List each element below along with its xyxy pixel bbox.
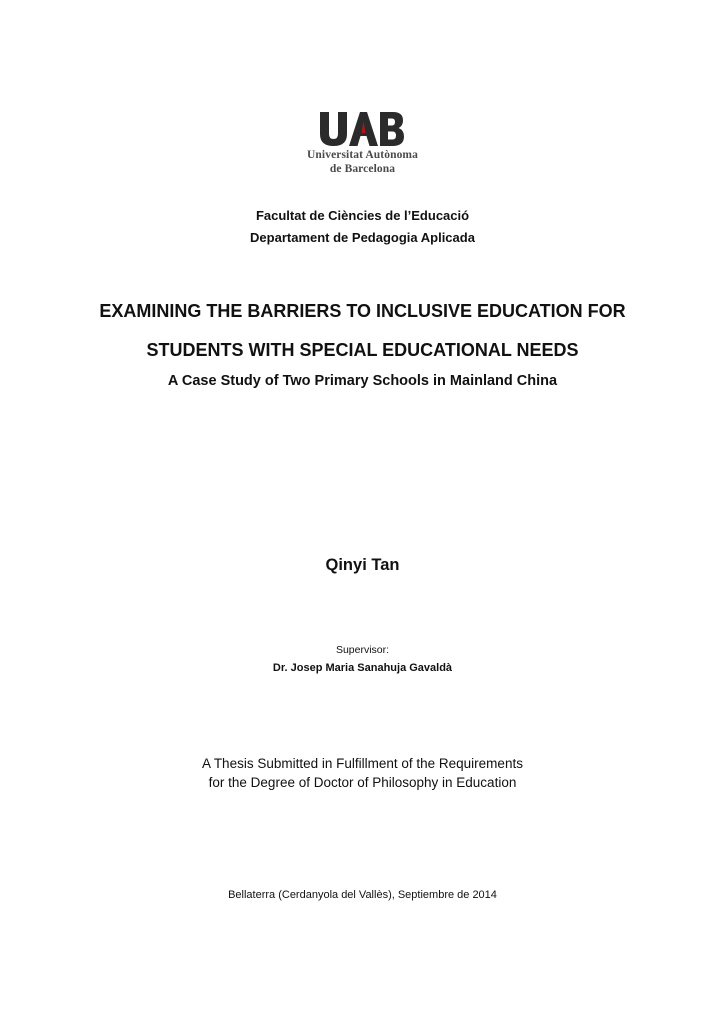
uab-logo — [300, 112, 425, 178]
supervisor-name: Dr. Josep Maria Sanahuja Gavaldà — [272, 662, 453, 674]
author-name: Qinyi Tan — [325, 556, 400, 574]
faculty-name: Facultat de Ciències de l’Educació — [255, 208, 470, 223]
department-name: Departament de Pedagogia Aplicada — [250, 230, 475, 245]
place-and-date: Bellaterra (Cerdanyola del Vallès), Septiembre de 2014 — [228, 889, 497, 901]
thesis-title-line2: STUDENTS WITH SPECIAL EDUCATIONAL NEEDS — [146, 340, 579, 360]
thesis-title-line1: EXAMINING THE BARRIERS TO INCLUSIVE EDUCATION FOR — [99, 301, 626, 321]
thesis-statement-line2: for the Degree of Doctor of Philosophy in Education — [208, 775, 517, 790]
logo-university-line2: de Barcelona — [329, 163, 396, 175]
thesis-subtitle: A Case Study of Two Primary Schools in Mainland China — [167, 373, 558, 389]
logo-university-line1: Universitat Autònoma — [307, 149, 418, 161]
supervisor-label: Supervisor: — [335, 644, 390, 656]
uab-logo-mark — [320, 112, 404, 146]
thesis-statement-line1: A Thesis Submitted in Fulfillment of the Requirements — [202, 756, 523, 771]
